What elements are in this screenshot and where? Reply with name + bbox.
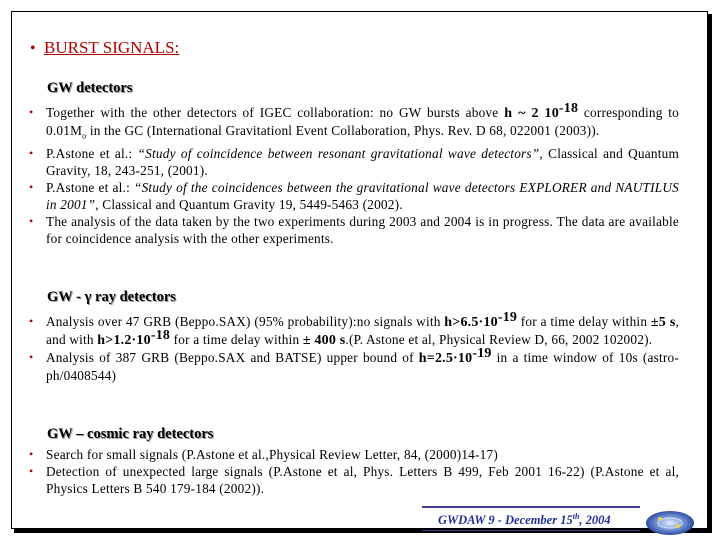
- bullet-icon: •: [29, 179, 34, 194]
- section-heading-gw-cosmic: GW – cosmic ray detectors: [47, 426, 214, 442]
- list-item: • Analysis of 387 GRB (Beppo.SAX and BATSE) upper bound of $h=2.5\cdot 10^{-19}$ in a time window of 10s (astro-ph/0408544): [29, 346, 679, 383]
- conference-logo-icon: [645, 510, 695, 536]
- bullet-icon: •: [29, 145, 34, 160]
- section-list-gw-cosmic: [28, 446, 679, 497]
- footer-rule-top: [422, 506, 640, 508]
- list-item: • P.Astone et al.: “Study of the coincidences between the gravitational wave detectors EXPLORER and NAUTILUS in 2001”, Classical and Quantum Gravity 19, 5449-5463 (2002).: [29, 179, 680, 212]
- list-item: • Together with the other detectors of IGEC collaboration: no GW bursts above h ~ 2 $10^{-18}$ corresponding to $0.01M_o$ in the GC (International Gravitationl Event Collaboration, Phys. Rev. D 68, 022001 (2003)).: [29, 101, 679, 141]
- section-list-gw-gamma: [28, 310, 680, 384]
- bullet-icon: •: [29, 213, 34, 228]
- section-heading-gw-gamma: GW - γ ray detectors: [47, 289, 176, 305]
- list-item: • Search for small signals (P.Astone et al.,Physical Review Letter, 84, (2000)14-17): [29, 447, 498, 462]
- slide-title: [30, 38, 179, 58]
- footer-text: GWDAW 9 - December 15th, 2004: [438, 512, 611, 527]
- section-heading-gw-detectors: GW detectors: [47, 80, 133, 96]
- footer-rule-bottom: [422, 530, 640, 531]
- title-bullet: •: [30, 40, 36, 57]
- list-item: • The analysis of the data taken by the two experiments during 2003 and 2004 is in progress. The data are available for coincidence analysis with the other experiments.: [29, 213, 679, 246]
- title-text: BURST SIGNALS:: [44, 38, 180, 57]
- list-item: • Analysis over 47 GRB (Beppo.SAX) (95% probability):no signals with $h>6.5\cdot 10^{-19}$ for a time delay within ±5 s, and with $h>1.2\cdot 10^{-18}$ for a time delay within ± 400 s.(P. Astone et al, Physical Review D, 66, 2002 102002).: [29, 310, 680, 348]
- list-item: • P.Astone et al.: “Study of coincidence between resonant gravitational wave detectors”, Classical and Quantum Gravity, 18, 243-251, (2001).: [29, 145, 680, 178]
- bullet-icon: •: [29, 464, 34, 478]
- bullet-icon: •: [29, 447, 34, 461]
- bullet-icon: •: [29, 314, 34, 328]
- bullet-icon: •: [29, 105, 34, 119]
- section-list-gw-detectors: [28, 101, 680, 247]
- frame-shadow-right: [708, 14, 712, 532]
- bullet-icon: •: [29, 350, 34, 364]
- list-item: • Detection of unexpected large signals (P.Astone et al, Phys. Letters B 499, Feb 2001 16-22) (P.Astone et al, Physics Letters B 540 179-184 (2002)).: [29, 464, 679, 496]
